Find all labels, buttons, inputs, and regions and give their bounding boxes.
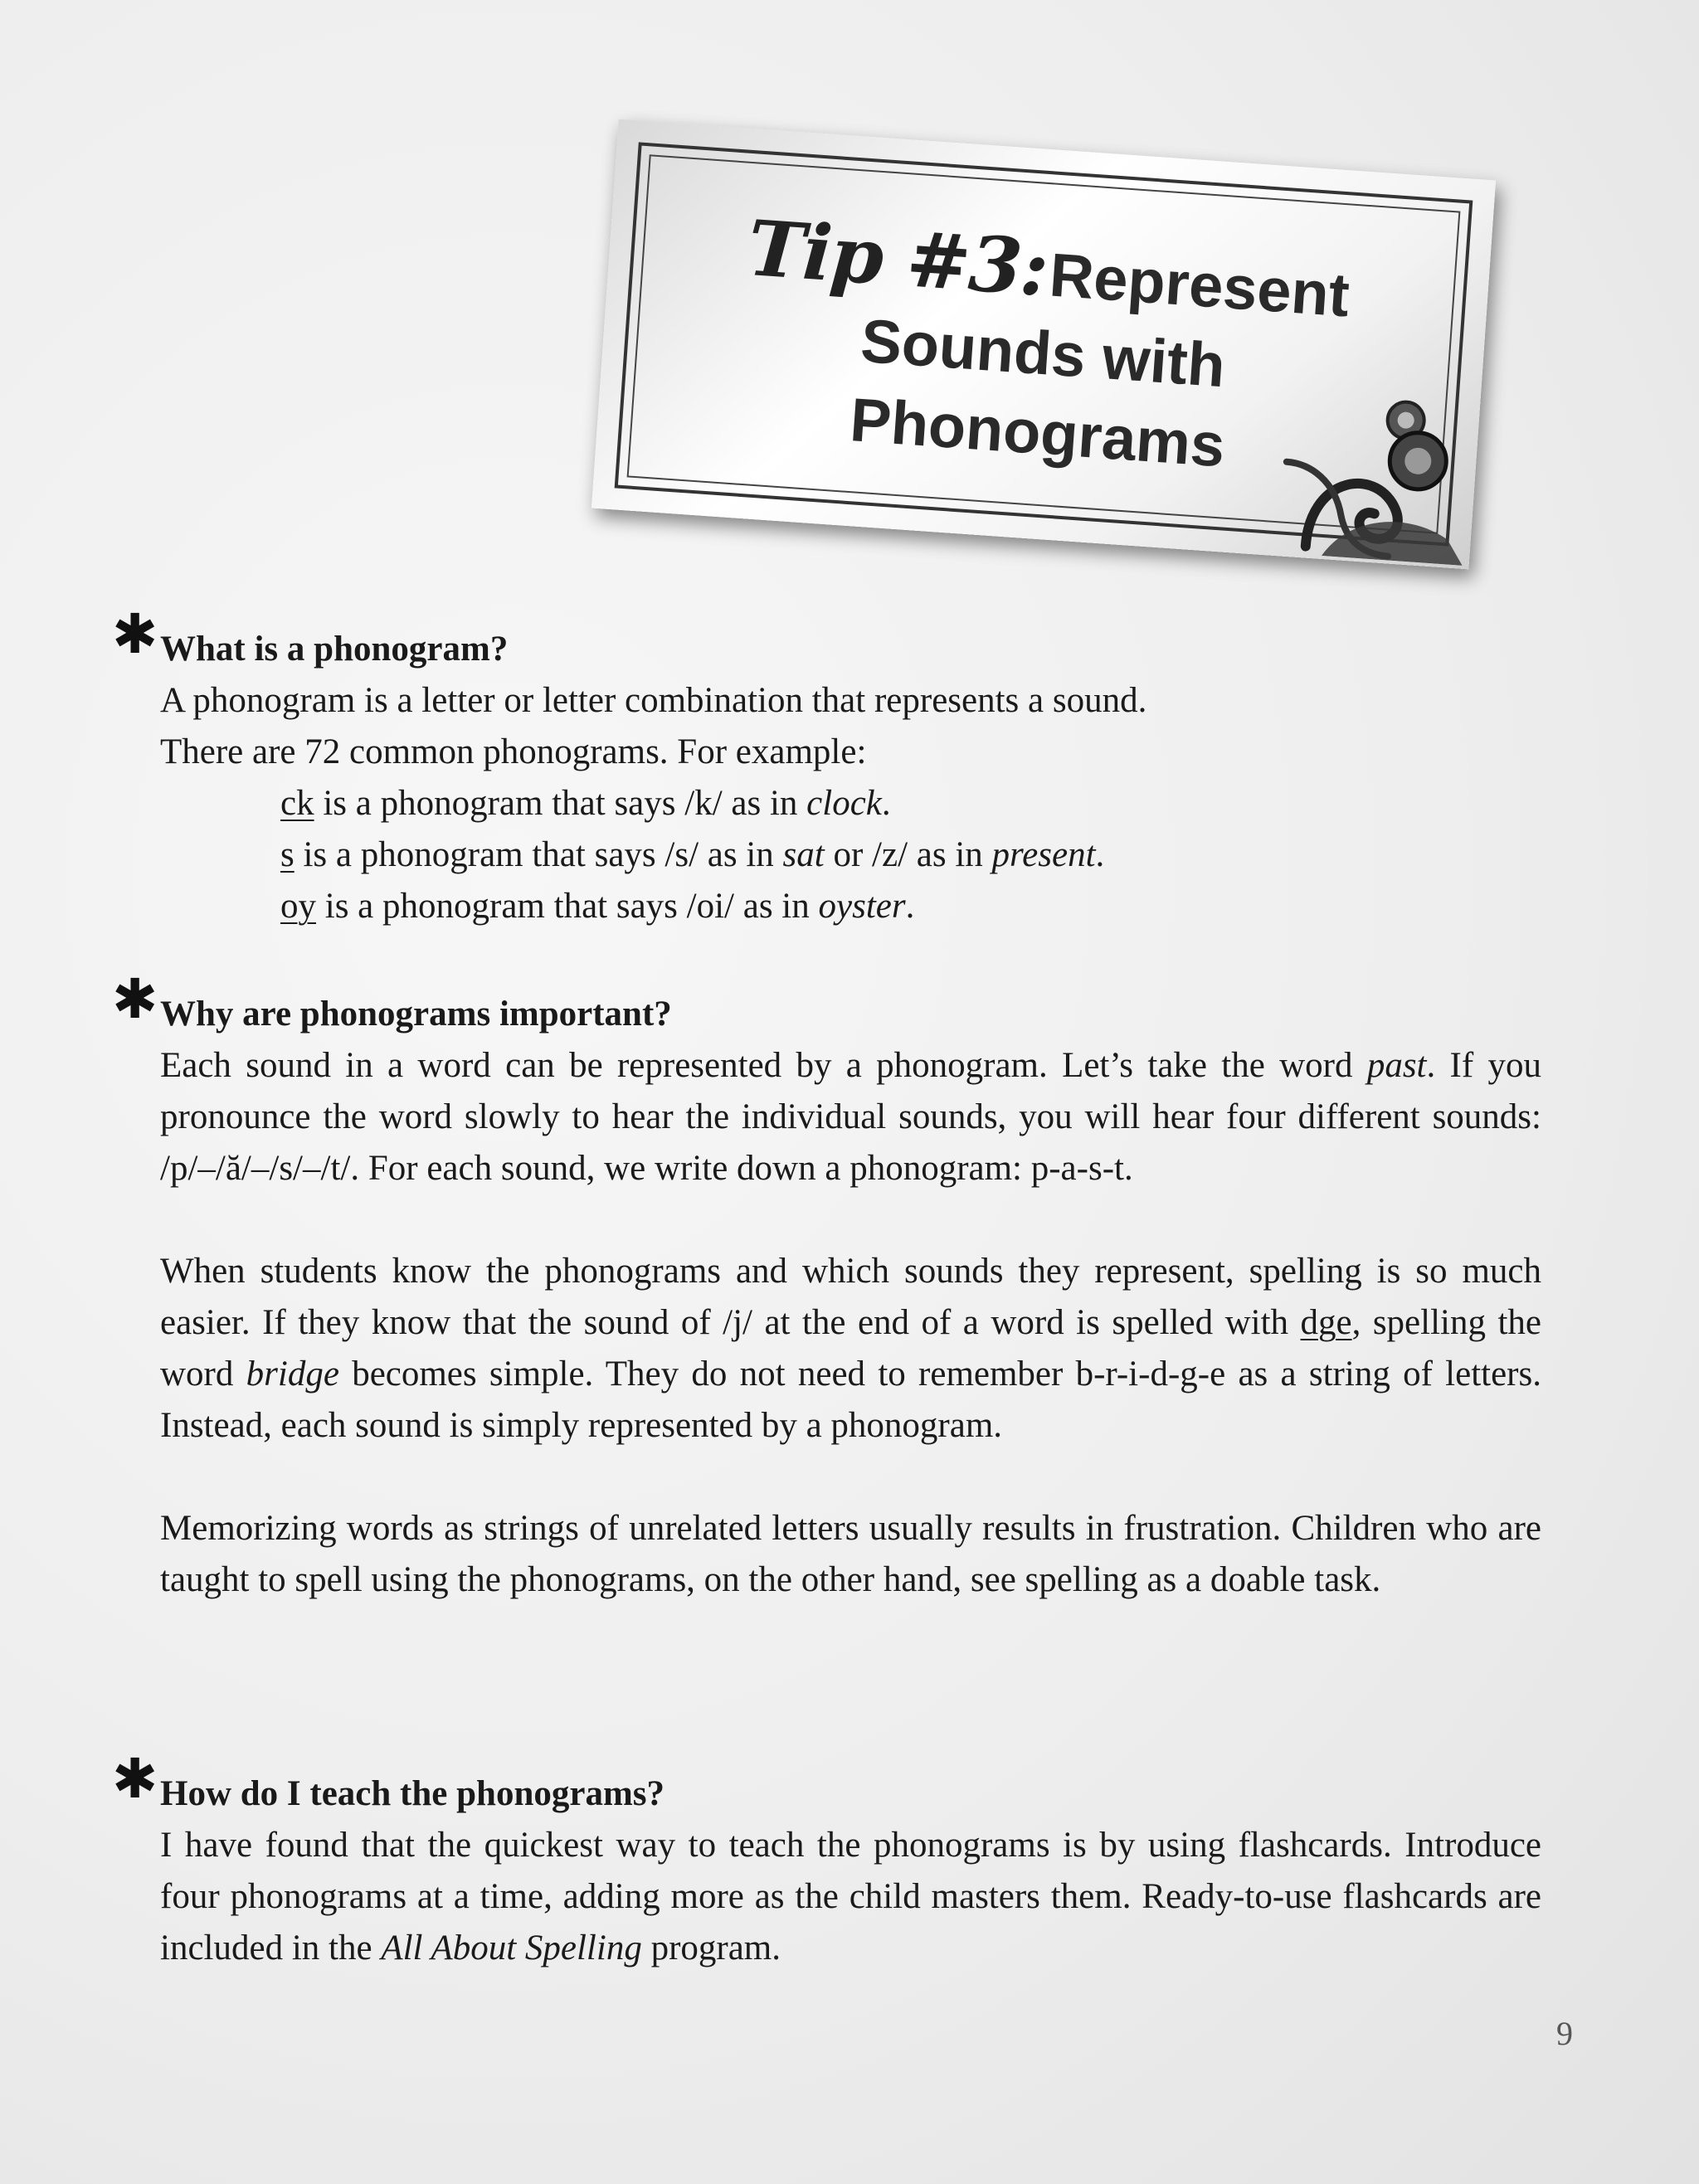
paragraph: Each sound in a word can be represented by a phonogram. Let’s take the word past. If you pronounce the word slowly to hear the individual sounds, you will hear four different sounds: /p/–/ă/–/s/–/t/. For each sound, we write down a phonogram: p-a-s-t. [160, 1046, 1542, 1188]
swirl-ornament-icon [1272, 362, 1475, 565]
tip-number: Tip #3: [745, 203, 1050, 314]
asterisk-bullet-icon: ✱ [112, 1747, 158, 1811]
example-word: present [991, 835, 1096, 874]
phonogram-dge: dge [1300, 1303, 1352, 1342]
asterisk-bullet-icon: ✱ [112, 967, 158, 1031]
section-heading: What is a phonogram? [160, 630, 509, 669]
program-title: All About Spelling [381, 1929, 642, 1968]
phonogram-s: s [280, 835, 295, 874]
paragraph: A phonogram is a letter or letter combination that represents a sound. [160, 681, 1147, 720]
title-card [591, 119, 1496, 570]
example-ck: ck is a phonogram that says /k/ as in clock. [280, 784, 891, 823]
section-why-important [112, 967, 1542, 1606]
paragraph: I have found that the quickest way to teach the phonograms is by using flashcards. Introduce four phonograms at a time, adding more as the child masters them. Ready-to-use flashcards are included in the All About Spelling program. [160, 1826, 1541, 1968]
card-title-line3: Phonograms [848, 385, 1228, 480]
example-s: s is a phonogram that says /s/ as in sat or /z/ as in present. [280, 835, 1105, 874]
phonogram-ck: ck [280, 784, 314, 823]
example-word: sat [782, 835, 825, 874]
paragraph: When students know the phonograms and which sounds they represent, spelling is so much easier. If they know that the sound of /j/ at the end of a word is spelled with dge, spelling the word bridge becomes simple. They do not need to remember b-r-i-d-g-e as a string of letters. Instead, each sound is simply represented by a phonogram. [160, 1252, 1541, 1445]
section-what-is-phonogram [112, 602, 1541, 932]
section-how-to-teach [112, 1747, 1541, 1974]
example-oy: oy is a phonogram that says /oi/ as in oyster. [280, 887, 915, 926]
paragraph: Memorizing words as strings of unrelated letters usually results in frustration. Children who are taught to spell using the phonograms, on the other hand, see spelling as a doable task. [160, 1509, 1541, 1599]
section-heading: Why are phonograms important? [160, 995, 672, 1034]
title-word-represent: Represent [1047, 240, 1352, 330]
example-word: oyster [818, 887, 906, 926]
example-word: clock [806, 784, 882, 823]
page-number: 9 [1556, 2015, 1573, 2052]
section-heading: How do I teach the phonograms? [160, 1774, 665, 1813]
asterisk-bullet-icon: ✱ [112, 602, 158, 666]
card-title-line2: Sounds with [858, 305, 1228, 401]
phonogram-oy: oy [280, 887, 316, 926]
paragraph: There are 72 common phonograms. For example: [160, 732, 867, 771]
